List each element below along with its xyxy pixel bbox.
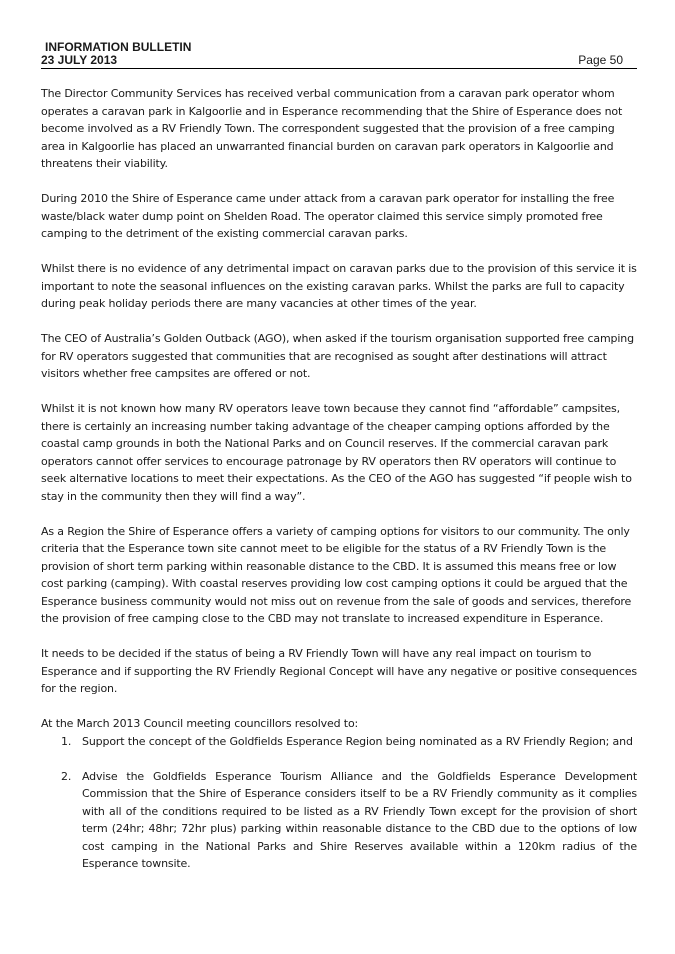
paragraph: It needs to be decided if the status of being a RV Friendly Town will have any real impact on tourism to Esperance and if supporting the RV Friendly Regional Concept will have any negative or positive consequences for the region.: [41, 647, 637, 695]
resolution-text: Advise the Goldfields Esperance Tourism Alliance and the Goldfields Esperance Development Commission that the Shire of Esperance considers itself to be a RV Friendly community as it complies with all of the conditions required to be listed as a RV Friendly Town except for the provision of short term (24hr; 48hr; 72hr plus) parking within reasonable distance to the CBD due to the options of low cost camping in the National Parks and Shire Reserves available within a 120km radius of the Esperance townsite.: [82, 769, 637, 870]
page-header: [41, 41, 637, 69]
resolution-number: 2.: [61, 769, 72, 783]
paragraph: The Director Community Services has received verbal communication from a caravan park operator whom operates a caravan park in Kalgoorlie and in Esperance recommending that the Shire of Esperance does not become involved as a RV Friendly Town. The correspondent suggested that the provision of a free camping area in Kalgoorlie has placed an unwarranted financial burden on caravan park operators in Kalgoorlie and threatens their viability.: [41, 87, 623, 170]
resolution-intro: At the March 2013 Council meeting councillors resolved to:: [41, 717, 359, 730]
paragraph: The CEO of Australia’s Golden Outback (AGO), when asked if the tourism organisation supported free camping for RV operators suggested that communities that are recognised as sought after destinations will attract visitors whether free campsites are offered or not.: [41, 332, 634, 380]
paragraph: During 2010 the Shire of Esperance came under attack from a caravan park operator for installing the free waste/black water dump point on Shelden Road. The operator claimed this service simply promoted free camping to the detriment of the existing commercial caravan parks.: [41, 192, 615, 240]
bulletin-date: 23 JULY 2013: [41, 53, 118, 67]
resolution-text: Support the concept of the Goldfields Esperance Region being nominated as a RV Friendly Region; and: [82, 734, 633, 748]
bulletin-title: INFORMATION BULLETIN: [45, 40, 192, 54]
resolution-number: 1.: [61, 734, 72, 748]
resolution-list: [41, 733, 637, 873]
header-date-row: [41, 54, 637, 69]
page-number: Page 50: [578, 53, 623, 67]
resolution-item: [41, 733, 637, 751]
paragraph: Whilst it is not known how many RV operators leave town because they cannot find “affordable” campsites, there is certainly an increasing number taking advantage of the cheaper camping options afforded by the coastal camp grounds in both the National Parks and on Council reserves. If the commercial caravan park operators cannot offer services to encourage patronage by RV operators then RV operators will continue to seek alternative locations to meet their expectations. As the CEO of the AGO has suggested “if people wish to stay in the community then they will find a way”.: [41, 402, 632, 503]
paragraph: Whilst there is no evidence of any detrimental impact on caravan parks due to the provision of this service it is important to note the seasonal influences on the existing caravan parks. Whilst the parks are full to capacity during peak holiday periods there are many vacancies at other times of the year.: [41, 262, 637, 310]
document-body: [41, 85, 637, 873]
paragraph: As a Region the Shire of Esperance offers a variety of camping options for visitors to our community. The only criteria that the Esperance town site cannot meet to be eligible for the status of a RV Friendly Town is the provision of short term parking within reasonable distance to the CBD. It is assumed this means free or low cost parking (camping). With coastal reserves providing low cost camping options it could be argued that the Esperance business community would not miss out on revenue from the sale of goods and services, therefore the provision of free camping close to the CBD may not translate to increased expenditure in Esperance.: [41, 524, 632, 625]
resolution-item: [41, 768, 637, 873]
